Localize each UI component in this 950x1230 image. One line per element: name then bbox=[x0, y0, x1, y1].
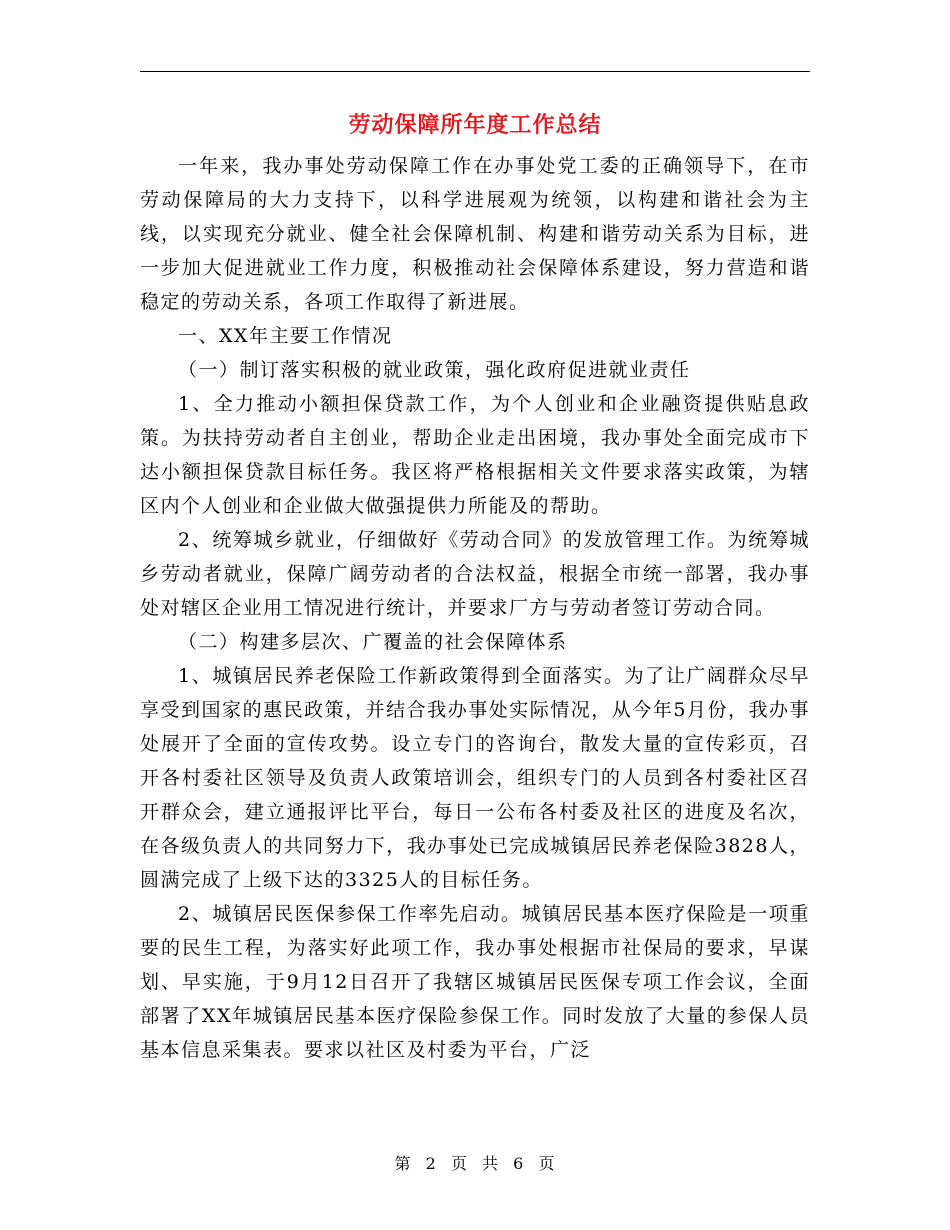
document-title: 劳动保障所年度工作总结 bbox=[348, 112, 602, 138]
paragraph-pension: 1、城镇居民养老保险工作新政策得到全面落实。为了让广阔群众尽早享受到国家的惠民政策，并结合我办事处实际情况，从今年5月份，我办事处展开了全面的宣传攻势。设立专门的咨询台，散发大量的宣传彩页，召开各村委社区领导及负责人政策培训会，组织专门的人员到各村委社区召开群众会，建立通报评比平台，每日一公布各村委及社区的进度及名次，在各级负责人的共同努力下，我办事处已完成城镇居民养老保险3828人，圆满完成了上级下达的3325人的目标任务。 bbox=[140, 665, 810, 891]
paragraph-loan: 1、全力推动小额担保贷款工作，为个人创业和企业融资提供贴息政策。为扶持劳动者自主创业，帮助企业走出困境，我办事处全面完成市下达小额担保贷款目标任务。我区将严格根据相关文件要求落实政策，为辖区内个人创业和企业做大做强提供力所能及的帮助。 bbox=[140, 393, 810, 517]
document-body bbox=[140, 149, 810, 1067]
footer-total-label: 共 bbox=[482, 1154, 500, 1173]
paragraph-intro: 一年来，我办事处劳动保障工作在办事处党工委的正确领导下，在市劳动保障局的大力支持下，以科学进展观为统领，以构建和谐社会为主线，以实现充分就业、健全社会保障机制、构建和谐劳动关系为目标，进一步加大促进就业工作力度，积极推动社会保障体系建设，努力营造和谐稳定的劳动关系，各项工作取得了新进展。 bbox=[140, 155, 810, 313]
subsection-heading-1: （一）制订落实积极的就业政策，强化政府促进就业责任 bbox=[178, 359, 691, 381]
paragraph-medical: 2、城镇居民医保参保工作率先启动。城镇居民基本医疗保险是一项重要的民生工程，为落实好此项工作，我办事处根据市社保局的要求，早谋划、早实施，于9月12日召开了我辖区城镇居民医保专项工作会议，全面部署了XX年城镇居民基本医疗保险参保工作。同时发放了大量的参保人员基本信息采集表。要求以社区及村委为平台，广泛 bbox=[140, 903, 810, 1061]
footer-page-label: 页 bbox=[450, 1154, 468, 1173]
page-footer bbox=[0, 1152, 950, 1176]
subsection-heading-2: （二）构建多层次、广覆盖的社会保障体系 bbox=[178, 631, 568, 653]
footer-page-end: 页 bbox=[538, 1154, 556, 1173]
footer-total-pages: 6 bbox=[513, 1154, 525, 1173]
header-rule bbox=[140, 71, 810, 72]
section-heading-1: 一、XX年主要工作情况 bbox=[178, 325, 393, 347]
footer-page-number: 2 bbox=[425, 1154, 437, 1173]
paragraph-contract: 2、统筹城乡就业，仔细做好《劳动合同》的发放管理工作。为统筹城乡劳动者就业，保障广阔劳动者的合法权益，根据全市统一部署，我办事处对辖区企业用工情况进行统计，并要求厂方与劳动者签订劳动合同。 bbox=[140, 529, 810, 619]
footer-prefix: 第 bbox=[394, 1154, 412, 1173]
